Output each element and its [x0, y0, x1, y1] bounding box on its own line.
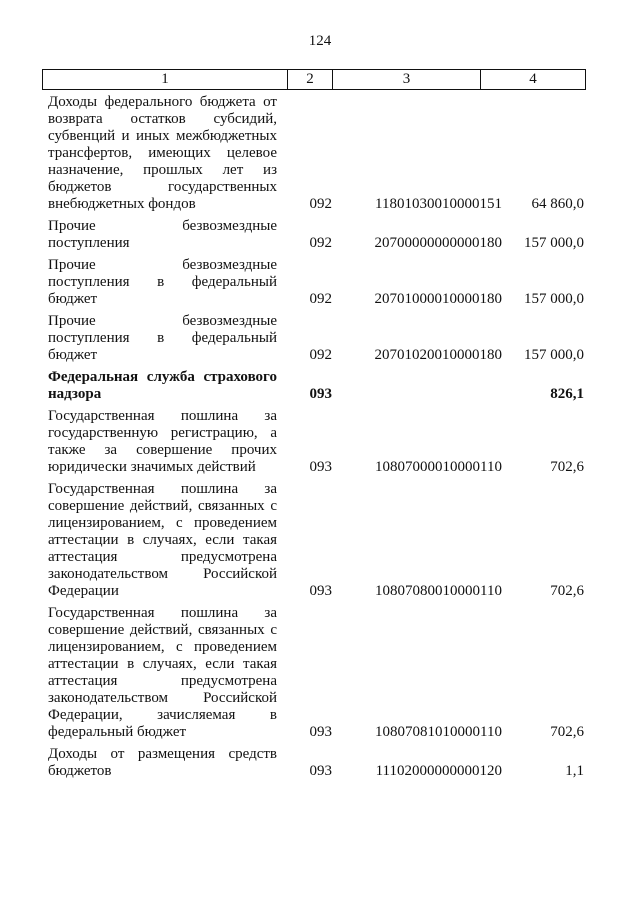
header-col-3: 3 — [333, 70, 481, 89]
row-admin-code: 093 — [309, 386, 332, 402]
header-col-1: 1 — [43, 70, 288, 89]
row-name: Федеральная служба страхового надзора — [48, 369, 277, 402]
row-amount: 702,6 — [550, 724, 584, 740]
header-col-4: 4 — [529, 71, 537, 87]
table-row — [48, 746, 584, 780]
row-name: Государственная пошлина за совершение действий, связанных с лицензированием, с проведением аттестации в случаях, если такая аттестация предусмотрена законодательством Российской Федерации, зачисляемая в федеральный бюджет — [48, 605, 277, 740]
row-income-code: 20701020010000180 — [374, 347, 502, 363]
row-income-code: 20700000000000180 — [374, 235, 502, 251]
table-body — [48, 94, 584, 785]
row-name: Государственная пошлина за государственную регистрацию, а также за совершение прочих юридически значимых действий — [48, 408, 277, 475]
row-income-code: 10807080010000110 — [375, 583, 502, 599]
row-amount: 157 000,0 — [524, 235, 584, 251]
table-row — [48, 257, 584, 308]
row-name: Доходы от размещения средств бюджетов — [48, 746, 277, 779]
table-row — [48, 313, 584, 364]
row-amount: 826,1 — [550, 386, 584, 402]
table-row — [48, 481, 584, 600]
row-admin-code: 093 — [309, 459, 332, 475]
row-admin-code: 092 — [309, 291, 332, 307]
row-amount: 702,6 — [550, 583, 584, 599]
row-income-code: 10807000010000110 — [375, 459, 502, 475]
row-amount: 1,1 — [565, 763, 584, 779]
row-name: Прочие безвозмездные поступления — [48, 218, 277, 251]
row-amount: 157 000,0 — [524, 347, 584, 363]
row-admin-code: 093 — [309, 763, 332, 779]
row-income-code: 10807081010000110 — [375, 724, 502, 740]
row-income-code: 11801030010000151 — [375, 196, 502, 212]
table-row-section — [48, 369, 584, 403]
row-name: Прочие безвозмездные поступления в федеральный бюджет — [48, 257, 277, 307]
table-row — [48, 94, 584, 213]
row-amount: 64 860,0 — [531, 196, 584, 212]
row-name: Государственная пошлина за совершение действий, связанных с лицензированием, с проведением аттестации в случаях, если такая аттестация предусмотрена законодательством Российской Федерации — [48, 481, 277, 599]
table-row — [48, 408, 584, 476]
row-name: Доходы федерального бюджета от возврата остатков субсидий, субвенций и иных межбюджетных трансфертов, имеющих целевое назначение, прошлых лет из бюджетов государственных внебюджетных фондов — [48, 94, 277, 212]
row-admin-code: 093 — [309, 724, 332, 740]
row-income-code: 20701000010000180 — [374, 291, 502, 307]
table-row — [48, 218, 584, 252]
header-col-2: 2 — [288, 70, 333, 89]
table-row — [48, 605, 584, 741]
row-name: Прочие безвозмездные поступления в федеральный бюджет — [48, 313, 277, 363]
page-number: 124 — [308, 33, 332, 49]
row-admin-code: 092 — [309, 347, 332, 363]
row-admin-code: 092 — [309, 235, 332, 251]
row-income-code: 11102000000000120 — [375, 763, 502, 779]
table-header — [42, 69, 586, 90]
row-admin-code: 093 — [309, 583, 332, 599]
row-amount: 157 000,0 — [524, 291, 584, 307]
row-amount: 702,6 — [550, 459, 584, 475]
row-admin-code: 092 — [309, 196, 332, 212]
